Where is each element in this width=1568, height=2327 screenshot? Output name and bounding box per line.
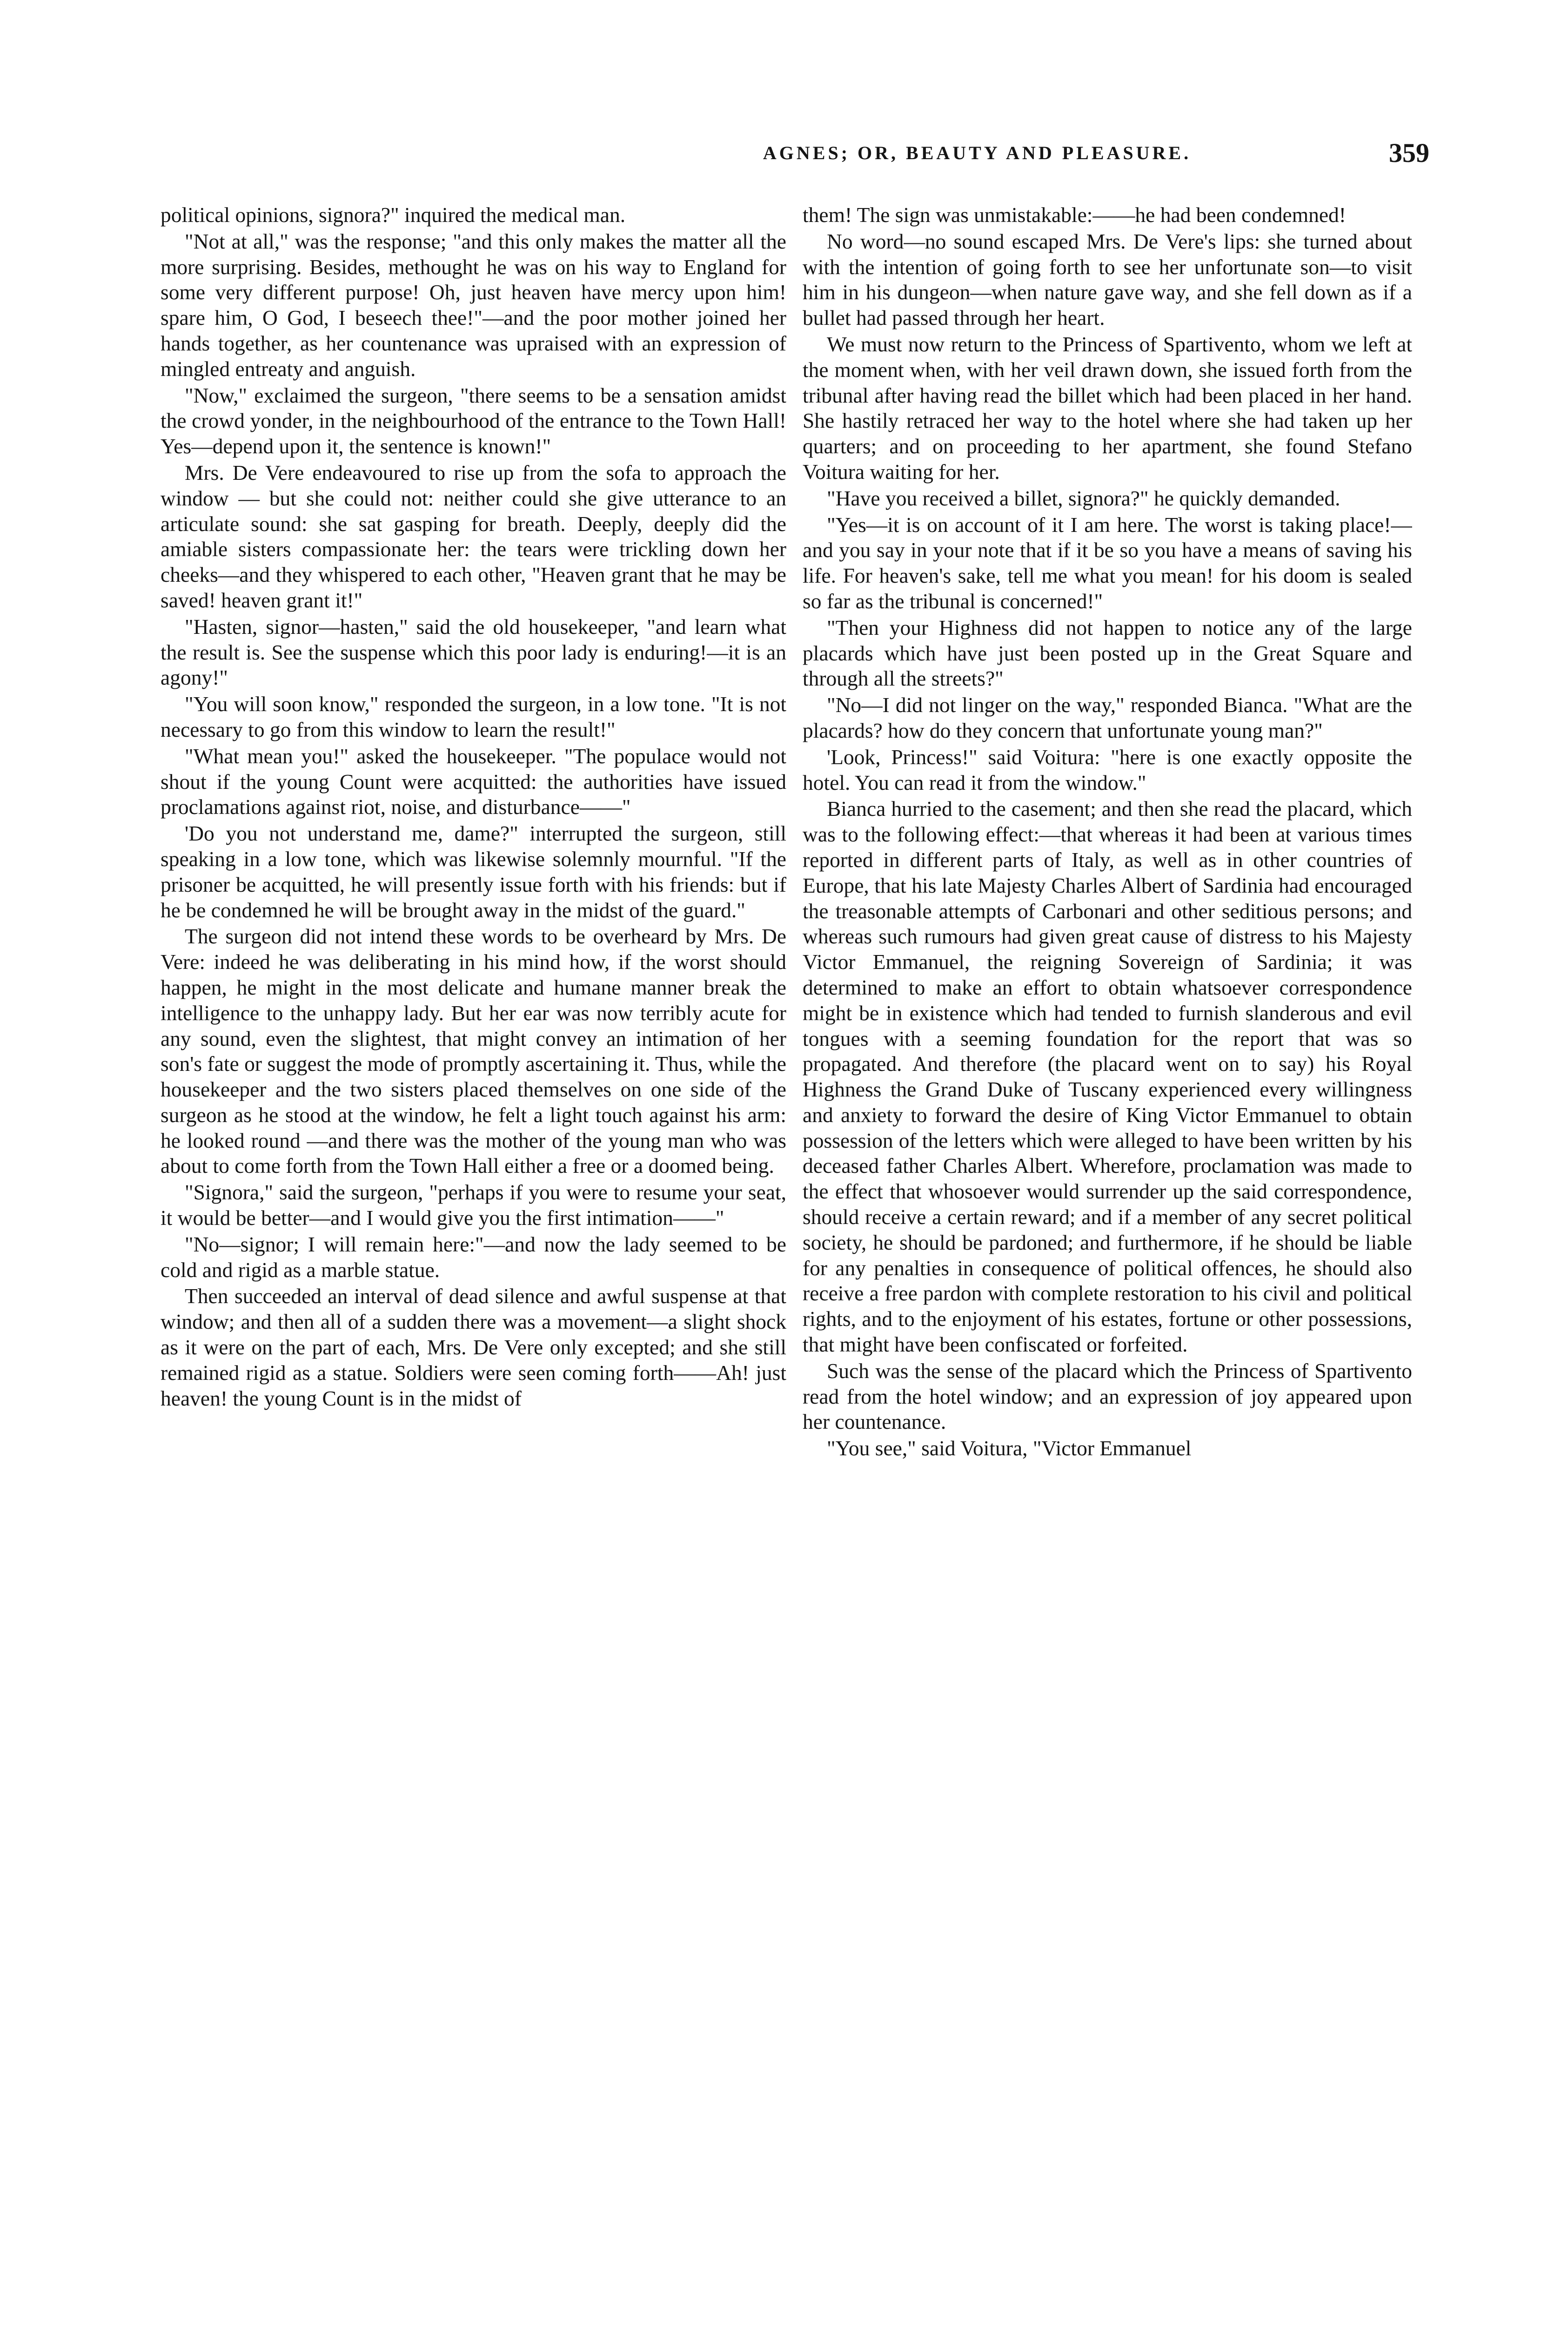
paragraph: "Now," exclaimed the surgeon, "there seems to be a sensation amidst the crowd yonder, in the neighbourhood of the entrance to the Town Hall! Yes—depend upon it, the sentence is known!": [161, 383, 786, 458]
paragraph: political opinions, signora?" inquired the medical man.: [161, 203, 626, 227]
paragraph: "You see," said Voitura, "Victor Emmanuel: [827, 1436, 1192, 1460]
paragraph: We must now return to the Princess of Spartivento, whom we left at the moment when, with her veil drawn down, she issued forth from the tribunal after having read the billet which had been placed in her hand. She hastily retraced her way to the hotel where she had taken up her quarters; and on proceeding to her apartment, she found Stefano Voitura waiting for her.: [803, 332, 1412, 484]
paragraph: "Then your Highness did not happen to notice any of the large placards which have just been posted up in the Great Square and through all the streets?": [803, 615, 1412, 691]
paragraph: The surgeon did not intend these words to be overheard by Mrs. De Vere: indeed he was deliberating in his mind how, if the worst should happen, he might in the most delicate and humane manner break the intelligence to the unhappy lady. But her ear was now terribly acute for any sound, even the slightest, that might convey an intimation of her son's fate or suggest the mode of promptly ascertaining it. Thus, while the housekeeper and the two sisters placed themselves on one side of the surgeon as he stood at the window, he felt a light touch against his arm: he looked round —and there was the mother of the young man who was about to come forth from the Town Hall either a free or a doomed being.: [161, 924, 786, 1178]
paragraph: "Hasten, signor—hasten," said the old housekeeper, "and learn what the result is. See the suspense which this poor lady is enduring!—it is an agony!": [161, 614, 786, 690]
paragraph: them! The sign was unmistakable:——he had been condemned!: [803, 203, 1346, 227]
right-column: [803, 202, 1412, 2292]
paragraph: Bianca hurried to the casement; and then she read the placard, which was to the following effect:—that whereas it had been at various times reported in different parts of Italy, as well as in other countries of Europe, that his late Majesty Charles Albert of Sardinia had encouraged the treasonable attempts of Carbonari and other seditious persons; and whereas such rumours had given great cause of distress to his Majesty Victor Emmanuel, the reigning Sovereign of Sardinia; it was determined to make an effort to obtain whatsoever correspondence might be in existence which had tended to furnish slanderous and evil tongues with a seeming foundation for the report that was so propagated. And therefore (the placard went on to say) his Royal Highness the Grand Duke of Tuscany experienced every willingness and anxiety to forward the desire of King Victor Emmanuel to obtain possession of the letters which were alleged to have been written by his deceased father Charles Albert. Wherefore, proclamation was made to the effect that whosoever would surrender up the said correspondence, should receive a certain reward; and if a member of any secret political society, he should be pardoned; and furthermore, if he should be liable for any penalties in consequence of political offences, he should also receive a free pardon with complete restoration to his civil and political rights, and to the enjoyment of his estates, fortune or other possessions, that might have been confiscated or forfeited.: [803, 797, 1412, 1357]
paragraph: No word—no sound escaped Mrs. De Vere's lips: she turned about with the intention of going forth to see her unfortunate son—to visit him in his dungeon—when nature gave way, and she fell down as if a bullet had passed through her heart.: [803, 229, 1412, 330]
paragraph: "Have you received a billet, signora?" he quickly demanded.: [827, 486, 1340, 510]
paragraph: Then succeeded an interval of dead silence and awful suspense at that window; and then all of a sudden there was a movement—a slight shock as it were on the part of each, Mrs. De Vere only excepted; and she still remained rigid as a statue. Soldiers were seen coming forth——Ah! just heaven! the young Count is in the midst of: [161, 1284, 786, 1410]
paragraph: "Not at all," was the response; "and this only makes the matter all the more surprising. Besides, methought he was on his way to England for some very different purpose! Oh, just heaven have mercy upon him! spare him, O God, I beseech thee!"—and the poor mother joined her hands together, as her countenance was upraised with an expression of mingled entreaty and anguish.: [161, 229, 786, 381]
paragraph: 'Do you not understand me, dame?" interrupted the surgeon, still speaking in a low tone, which was likewise solemnly mournful. "If the prisoner be acquitted, he will presently issue forth with his friends: but if he be condemned he will be brought away in the midst of the guard.": [161, 821, 786, 922]
paragraph: "No—I did not linger on the way," responded Bianca. "What are the placards? how do they concern that unfortunate young man?": [803, 693, 1412, 742]
paragraph: "Signora," said the surgeon, "perhaps if you were to resume your seat, it would be better—and I would give you the first intimation——": [161, 1180, 786, 1230]
paragraph: Mrs. De Vere endeavoured to rise up from the sofa to approach the window — but she could not: neither could she give utterance to an articulate sound: she sat gasping for breath. Deeply, deeply did the amiable sisters compassionate her: the tears were trickling down her cheeks—and they whispered to each other, "Heaven grant that he may be saved! heaven grant it!": [161, 460, 786, 612]
paragraph: "You will soon know," responded the surgeon, in a low tone. "It is not necessary to go from this window to learn the result!": [161, 692, 786, 741]
paragraph: "No—signor; I will remain here:"—and now the lady seemed to be cold and rigid as a marble statue.: [161, 1232, 786, 1282]
page-number: 359: [1389, 138, 1429, 168]
paragraph: 'Look, Princess!" said Voitura: "here is one exactly opposite the hotel. You can read it from the window.": [803, 745, 1412, 794]
left-column: [161, 202, 786, 2292]
paragraph: "What mean you!" asked the housekeeper. "The populace would not shout if the young Count were acquitted: the authorities have issued proclamations against riot, noise, and disturbance——": [161, 744, 786, 819]
paragraph: Such was the sense of the placard which the Princess of Spartivento read from the hotel window; and an expression of joy appeared upon her countenance.: [803, 1359, 1412, 1434]
running-title: AGNES; OR, BEAUTY AND PLEASURE.: [763, 142, 1192, 163]
paragraph: "Yes—it is on account of it I am here. The worst is taking place!—and you say in your note that if it be so you have a means of saving his life. For heaven's sake, tell me what you mean! for his doom is sealed so far as the tribunal is concerned!": [803, 512, 1412, 613]
